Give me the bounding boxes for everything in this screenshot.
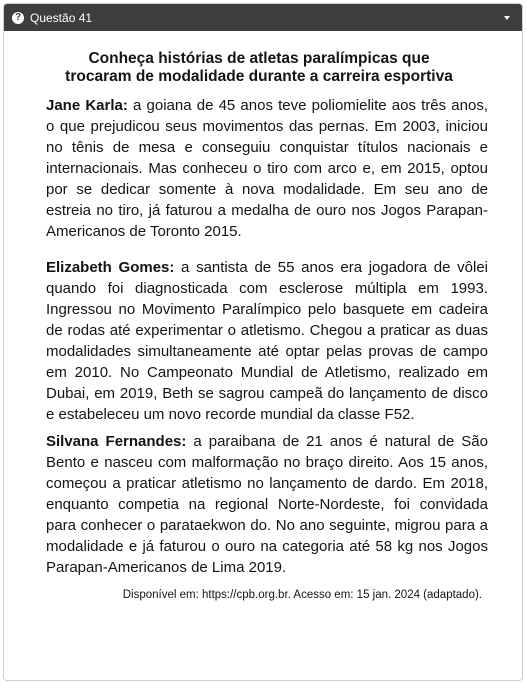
article-title-line-2: trocaram de modalidade durante a carreira esportiva: [65, 68, 453, 85]
article-image: [24, 42, 494, 672]
paragraph-text: a santista de 55 anos era jogadora de vôlei quando foi diagnosticada com esclerose múltipla em 1993. Ingressou no Movimento Paralímpico pelo basquete em cadeira de rodas até experimentar o atletismo. Chegou a praticar as duas modalidades simultaneamente até optar pelas provas de campo em 2010. No Campeonato Mundial de Atletismo, realizado em Dubai, em 2019, Beth se sagrou campeã do lançamento de disco e estabeleceu um novo recorde mundial da classe F52.: [46, 259, 488, 423]
article-title-line-1: Conheça histórias de atletas paralímpicas que: [88, 50, 430, 67]
paragraph-silvana-fernandes: [24, 431, 494, 578]
question-panel-header[interactable]: [4, 4, 522, 31]
paragraph-text: a goiana de 45 anos teve poliomielite aos três anos, o que prejudicou seus movimentos das pernas. Em 2003, iniciou no tênis de mesa e conseguiu conquistar títulos nacionais e internacionais. Mas conheceu o tiro com arco e, em 2015, optou por se dedicar somente à nova modalidade. Em seu ano de estreia no tiro, já faturou a medalha de ouro nos Jogos Parapan-Americanos de Toronto 2015.: [46, 97, 489, 240]
question-circle-icon: ?: [12, 12, 24, 24]
question-title: Questão 41: [30, 10, 93, 25]
source-citation: Disponível em: https://cpb.org.br. Acesso em: 15 jan. 2024 (adaptado).: [122, 589, 482, 601]
paragraph-text: a paraibana de 21 anos é natural de São Bento e nasceu com malformação no braço direito. Aos 15 anos, começou a praticar atletismo no lançamento de dardo. Em 2018, enquanto competia na regional Norte-Nordeste, foi convidada para conhecer o parataekwon do. No ano seguinte, migrou para a modalidade e já faturou o ouro na categoria até 58 kg nos Jogos Parapan-Americanos de Lima 2019.: [46, 433, 488, 576]
article-title: [24, 50, 494, 86]
athlete-name: Jane Karla:: [46, 97, 128, 114]
athlete-name: Elizabeth Gomes:: [46, 259, 175, 276]
caret-down-icon[interactable]: [504, 16, 510, 20]
paragraph-jane-karla: [24, 95, 494, 242]
athlete-name: Silvana Fernandes:: [46, 433, 187, 450]
paragraph-elizabeth-gomes: [24, 257, 494, 425]
